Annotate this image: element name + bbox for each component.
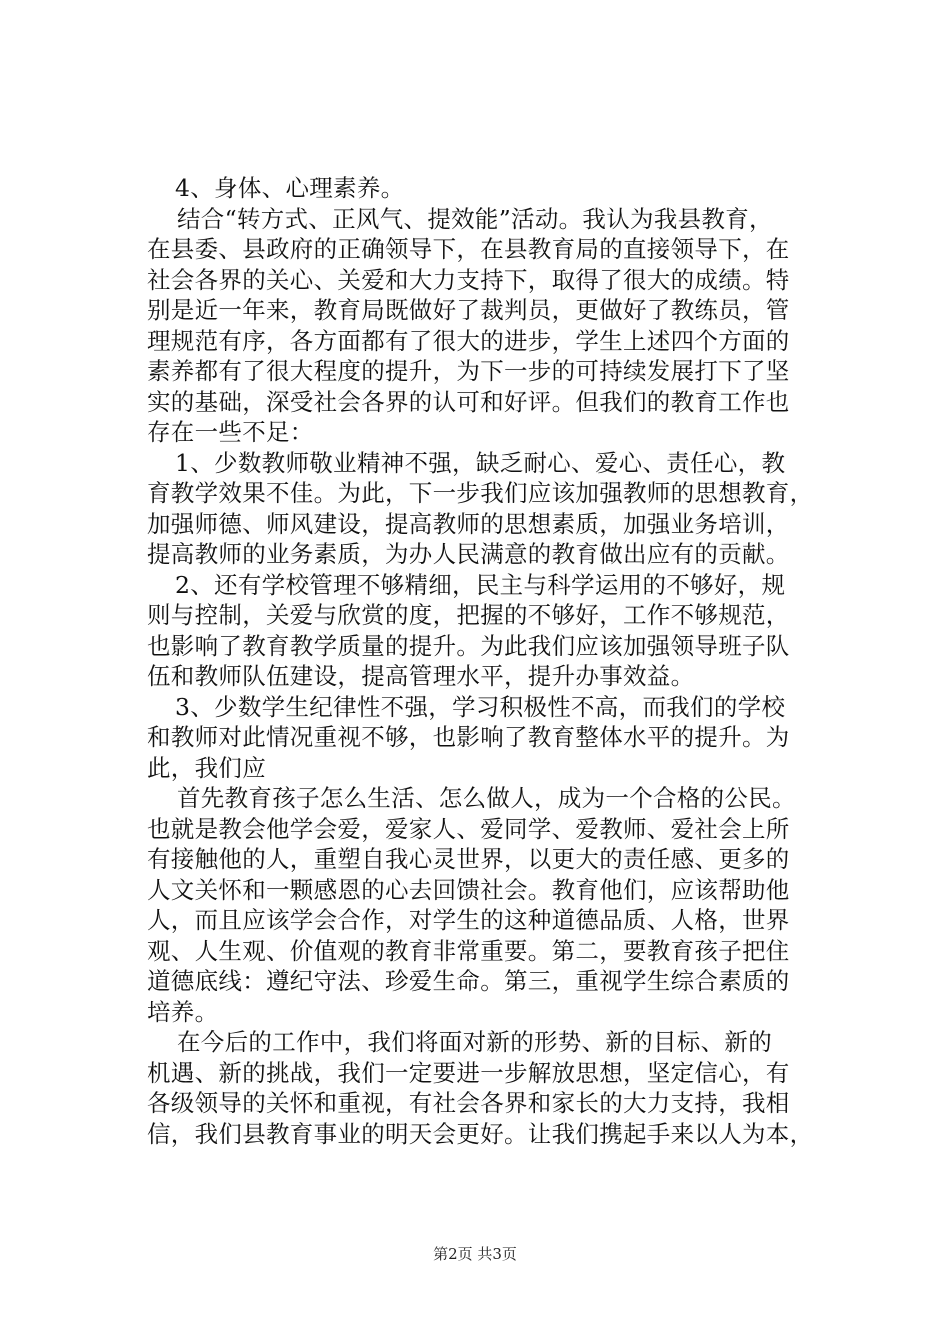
text-line: 素养都有了很大程度的提升，为下一步的可持续发展打下了坚	[147, 357, 790, 385]
text-line: 加强师德、师风建设，提高教师的思想素质，加强业务培训，	[147, 509, 790, 538]
text-line: 人文关怀和一颗感恩的心去回馈社会。教育他们，应该帮助他	[147, 875, 790, 904]
text-line: 也影响了教育教学质量的提升。为此我们应该加强领导班子队	[147, 631, 790, 660]
text-line: 别是近一年来，教育局既做好了裁判员，更做好了教练员，管	[147, 296, 790, 324]
text-line: 有接触他的人，重塑自我心灵世界，以更大的责任感、更多的	[147, 845, 790, 873]
text-line: 信，我们县教育事业的明天会更好。让我们携起手来以人为本，	[147, 1119, 814, 1148]
text-line: 也就是教会他学会爱，爱家人、爱同学、爱教师、爱社会上所	[147, 814, 790, 843]
text-line: 实的基础，深受社会各界的认可和好评。但我们的教育工作也	[147, 387, 790, 416]
text-line: 结合“转方式、正风气、提效能”活动。我认为我县教育，	[177, 204, 773, 233]
text-line: 观、人生观、价值观的教育非常重要。第二，要教育孩子把住	[147, 936, 790, 965]
text-line: 3、少数学生纪律性不强，学习积极性不高，而我们的学校	[175, 692, 786, 721]
text-line: 各级领导的关怀和重视，有社会各界和家长的大力支持，我相	[147, 1089, 790, 1117]
text-line: 道德底线：遵纪守法、珍爱生命。第三，重视学生综合素质的	[147, 967, 790, 995]
text-line: 存在一些不足：	[147, 418, 314, 446]
text-line: 此，我们应	[147, 753, 266, 782]
text-line: 在县委、县政府的正确领导下，在县教育局的直接领导下，在	[147, 235, 790, 263]
text-line: 伍和教师队伍建设，提高管理水平，提升办事效益。	[147, 662, 695, 690]
text-line: 首先教育孩子怎么生活、怎么做人，成为一个合格的公民。	[177, 784, 796, 812]
text-line: 1、少数教师敬业精神不强，缺乏耐心、爱心、责任心，教	[175, 448, 786, 477]
text-line: 提高教师的业务素质，为办人民满意的教育做出应有的贡献。	[147, 540, 790, 568]
text-line: 社会各界的关心、关爱和大力支持下，取得了很大的成绩。特	[147, 265, 790, 294]
document-body	[147, 173, 822, 1149]
text-line: 和教师对此情况重视不够，也影响了教育整体水平的提升。为	[147, 723, 790, 751]
text-line: 2、还有学校管理不够精细，民主与科学运用的不够好，规	[175, 570, 786, 599]
text-line: 培养。	[147, 997, 219, 1026]
text-line: 4、身体、心理素养。	[175, 174, 405, 202]
text-line: 理规范有序，各方面都有了很大的进步，学生上述四个方面的	[147, 326, 790, 355]
text-line: 在今后的工作中，我们将面对新的形势、新的目标、新的	[177, 1028, 772, 1056]
text-line: 人，而且应该学会合作，对学生的这种道德品质、人格，世界	[147, 906, 790, 934]
text-line: 机遇、新的挑战，我们一定要进一步解放思想，坚定信心，有	[147, 1058, 790, 1087]
text-line: 则与控制，关爱与欣赏的度，把握的不够好，工作不够规范，	[147, 601, 790, 629]
page-number-footer: 第2页 共3页	[433, 1245, 517, 1263]
text-line: 育教学效果不佳。为此，下一步我们应该加强教师的思想教育，	[147, 479, 814, 507]
